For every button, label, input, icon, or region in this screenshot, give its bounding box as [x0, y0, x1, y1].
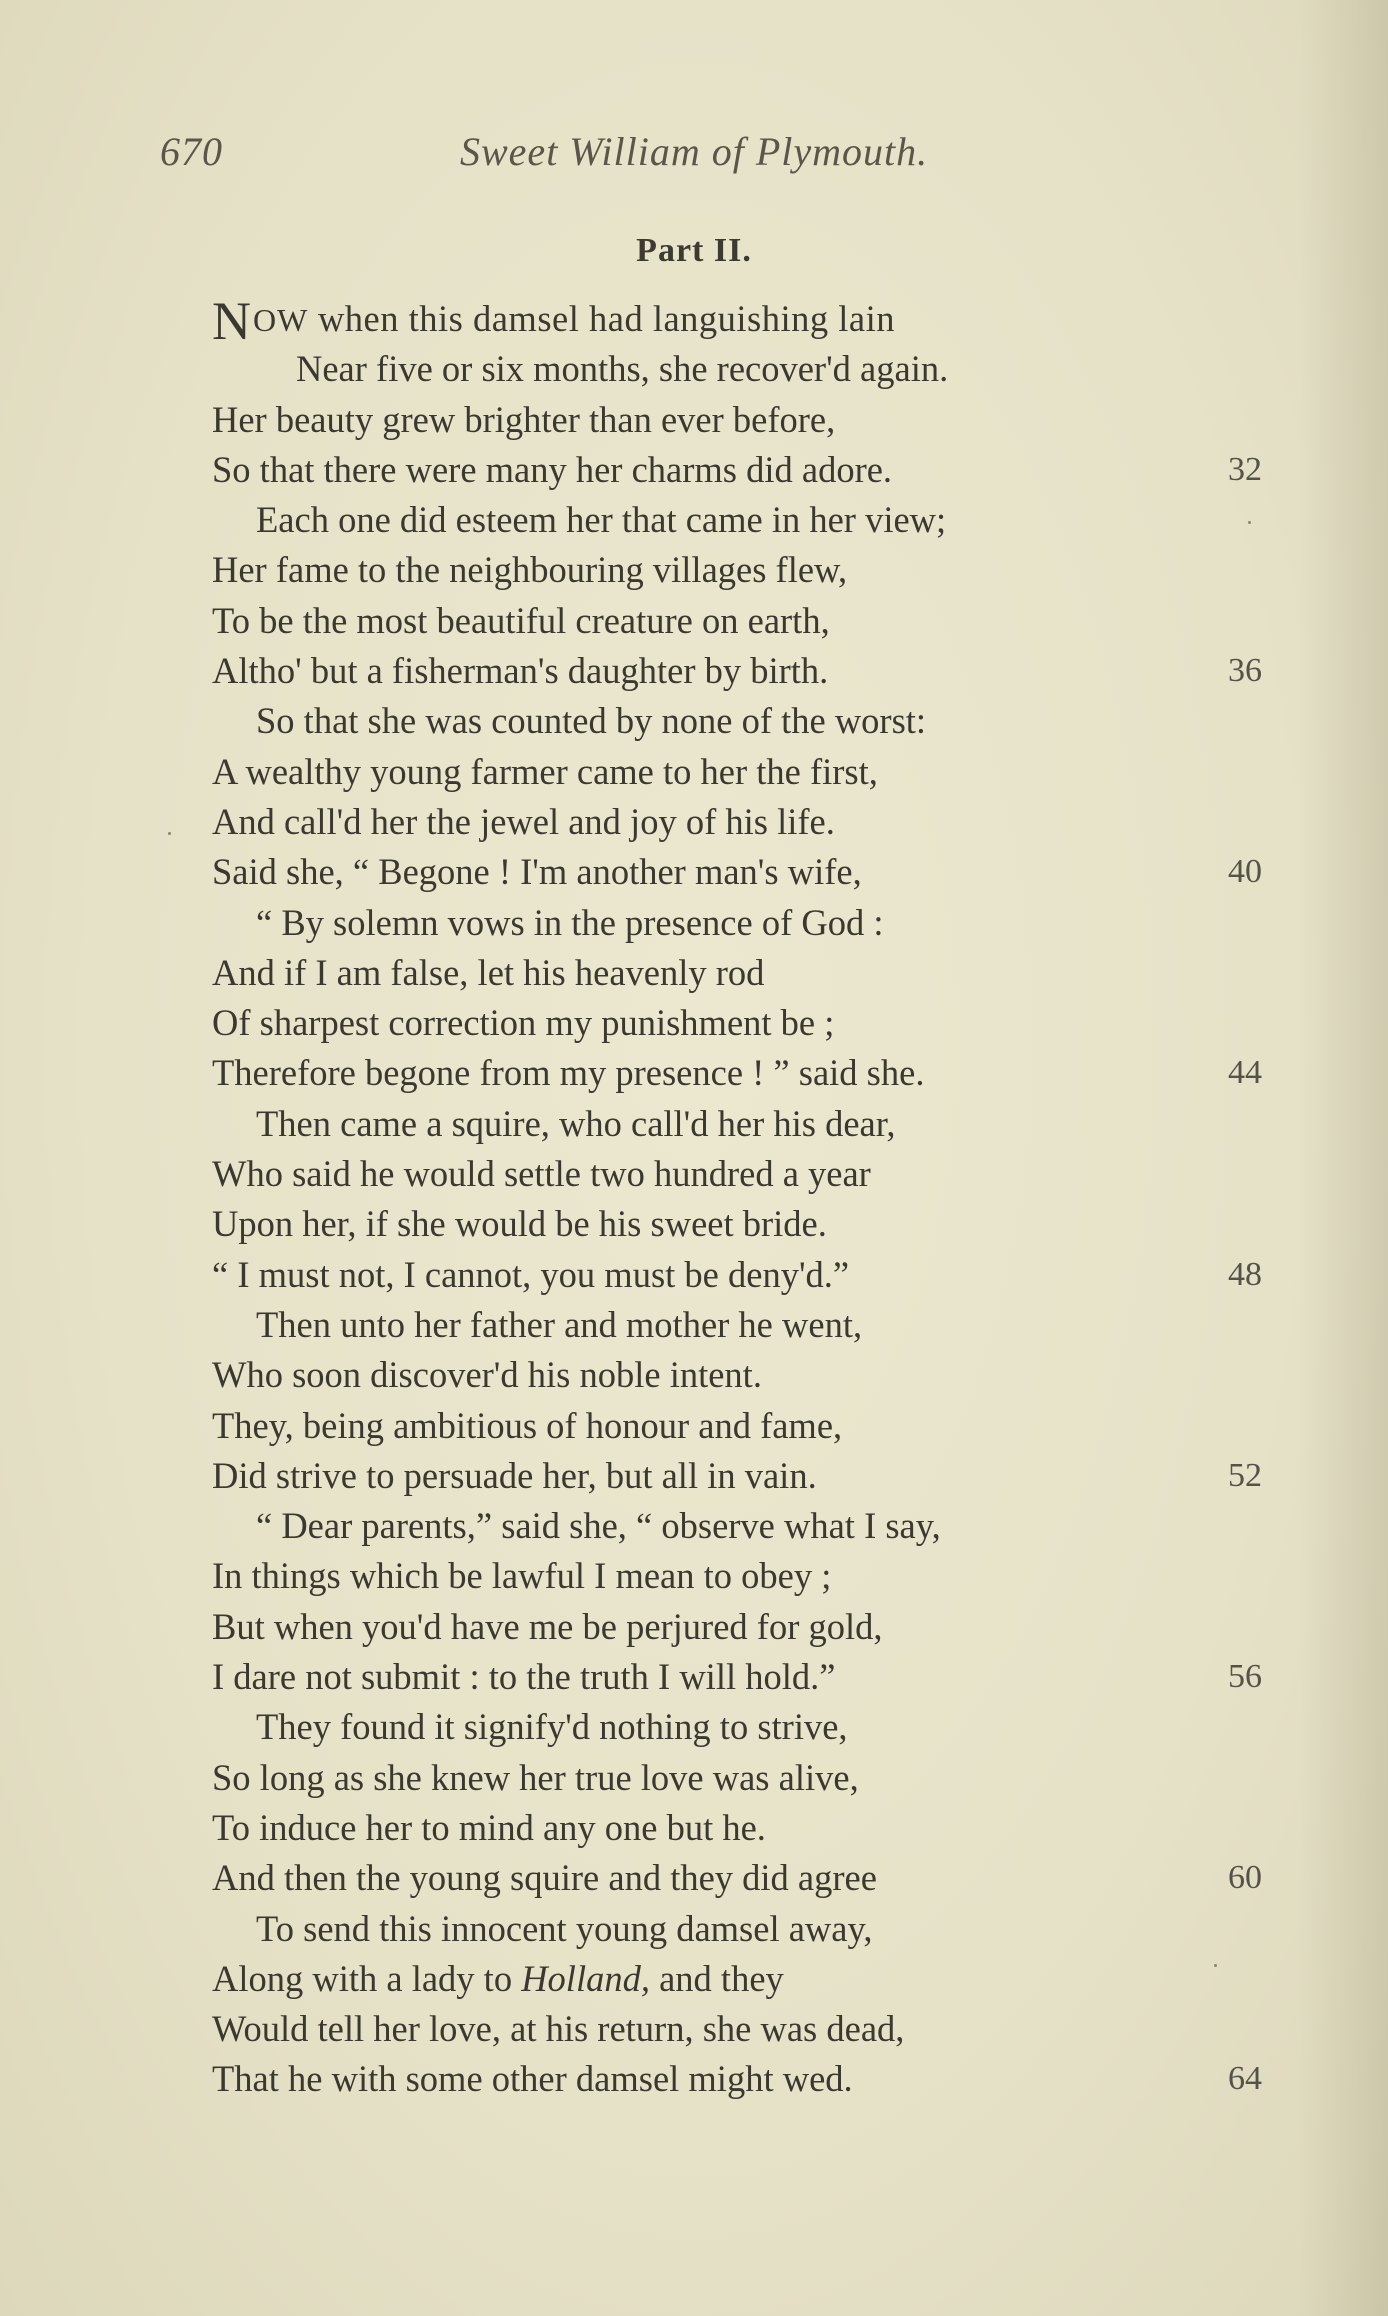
- poem-line: [212, 1451, 1292, 1501]
- line-number: 52: [1228, 1456, 1262, 1494]
- poem-line: [212, 1904, 1292, 1954]
- poem-line: [212, 898, 1292, 948]
- line-number: 40: [1228, 853, 1262, 891]
- poem-line-text: But when you'd have me be perjured for gold,: [212, 1605, 883, 1647]
- poem-line-text: Did strive to persuade her, but all in vain.: [212, 1454, 817, 1496]
- poem-line: [212, 1954, 1292, 2004]
- poem-line-text: Her beauty grew brighter than ever before,: [212, 398, 836, 440]
- poem-line: [212, 395, 1292, 445]
- poem-line-text: Altho' but a fisherman's daughter by birth.: [212, 650, 829, 692]
- poem-line: [212, 1803, 1292, 1853]
- poem-line-text: They, being ambitious of honour and fame,: [212, 1404, 843, 1446]
- poem-line: [212, 291, 1292, 351]
- poem-line-text: So that there were many her charms did adore.: [212, 448, 893, 490]
- line-number: 60: [1228, 1859, 1262, 1897]
- poem-line: [212, 445, 1292, 495]
- paper-speck: [1248, 521, 1251, 524]
- poem-line-text: I dare not submit : to the truth I will hold.”: [212, 1656, 836, 1698]
- poem-line-text: “ Dear parents,” said she, “ observe what I say,: [256, 1505, 941, 1547]
- poem-line: [212, 1350, 1292, 1400]
- poem-line: [212, 847, 1292, 897]
- line-number: 64: [1228, 2060, 1262, 2098]
- line-segment: Along with a lady to: [212, 1957, 522, 1999]
- poem-line-text: “ By solemn vows in the presence of God :: [256, 901, 884, 943]
- poem-line-text: Then came a squire, who call'd her his dear,: [256, 1102, 896, 1144]
- poem-line: [212, 1300, 1292, 1350]
- poem-line: [212, 696, 1292, 746]
- running-head: [160, 128, 1260, 188]
- poem-line-text: Then unto her father and mother he went,: [256, 1303, 863, 1345]
- poem-line-text: [212, 291, 896, 351]
- line-number: 44: [1228, 1054, 1262, 1092]
- poem-line: [212, 948, 1292, 998]
- poem-line: [212, 1099, 1292, 1149]
- poem-line: [212, 344, 1292, 394]
- poem-line: [212, 1149, 1292, 1199]
- place-name: Holland,: [521, 1957, 650, 1999]
- poem-line-text: To be the most beautiful creature on earth,: [212, 599, 830, 641]
- poem-line-text: So that she was counted by none of the worst:: [256, 700, 927, 742]
- poem-line: [212, 747, 1292, 797]
- poem-line-text: To induce her to mind any one but he.: [212, 1806, 766, 1848]
- small-caps-word: OW: [253, 302, 309, 338]
- running-title: Sweet William of Plymouth.: [460, 129, 929, 174]
- poem-line: [212, 2004, 1292, 2054]
- poem-line: [212, 1853, 1292, 1903]
- line-segment: and they: [649, 1957, 784, 1999]
- poem-line: [212, 545, 1292, 595]
- line-number: 56: [1228, 1658, 1262, 1696]
- poem-line-text: And if I am false, let his heavenly rod: [212, 951, 765, 993]
- poem: [212, 291, 1292, 2105]
- poem-line-text: They found it signify'd nothing to strive,: [256, 1706, 848, 1748]
- poem-line-text: “ I must not, I cannot, you must be deny'd.”: [212, 1253, 850, 1295]
- first-line-rest: when this damsel had languishing lain: [308, 298, 896, 339]
- poem-line-text: Of sharpest correction my punishment be ;: [212, 1002, 835, 1044]
- line-number: 32: [1228, 450, 1262, 488]
- paper-speck: [168, 832, 171, 835]
- poem-line: [212, 495, 1292, 545]
- line-number: 48: [1228, 1255, 1262, 1293]
- poem-line-text: And then the young squire and they did agree: [212, 1857, 877, 1899]
- poem-line: [212, 1048, 1292, 1098]
- poem-line: [212, 1401, 1292, 1451]
- poem-line: [212, 998, 1292, 1048]
- poem-line-text: Near five or six months, she recover'd again.: [296, 348, 949, 390]
- poem-line-text: Would tell her love, at his return, she was dead,: [212, 2008, 905, 2050]
- poem-line-text: So long as she knew her true love was alive,: [212, 1756, 859, 1798]
- page-edge-shadow: [1298, 0, 1388, 2316]
- poem-line-text: Upon her, if she would be his sweet bride.: [212, 1203, 827, 1245]
- paper-speck: [1214, 1964, 1217, 1967]
- poem-line: [212, 596, 1292, 646]
- poem-line-text: Each one did esteem her that came in her view;: [256, 499, 947, 541]
- poem-line-text: Said she, “ Begone ! I'm another man's wife,: [212, 851, 862, 893]
- poem-line: [212, 1702, 1292, 1752]
- poem-line-text: To send this innocent young damsel away,: [256, 1907, 873, 1949]
- poem-line-text: Her fame to the neighbouring villages flew,: [212, 549, 848, 591]
- poem-line-text: In things which be lawful I mean to obey ;: [212, 1555, 832, 1597]
- poem-line-text: Who soon discover'd his noble intent.: [212, 1354, 762, 1396]
- line-number: 36: [1228, 652, 1262, 690]
- poem-line: [212, 1501, 1292, 1551]
- poem-line: [212, 1551, 1292, 1601]
- poem-line: [212, 797, 1292, 847]
- poem-line: [212, 1602, 1292, 1652]
- poem-line-text: A wealthy young farmer came to her the first,: [212, 750, 878, 792]
- poem-line-text: That he with some other damsel might wed.: [212, 2058, 853, 2100]
- poem-line: [212, 1652, 1292, 1702]
- poem-line-text: [212, 1954, 784, 2004]
- poem-line: [212, 1753, 1292, 1803]
- drop-cap: N: [212, 291, 251, 351]
- poem-line-text: Therefore begone from my presence ! ” said she.: [212, 1052, 925, 1094]
- poem-line: [212, 1199, 1292, 1249]
- poem-line: [212, 2054, 1292, 2104]
- poem-line-text: And call'd her the jewel and joy of his life.: [212, 800, 835, 842]
- poem-line-text: Who said he would settle two hundred a year: [212, 1153, 871, 1195]
- poem-line: [212, 646, 1292, 696]
- poem-body: [212, 395, 1292, 2105]
- page-number: 670: [160, 129, 223, 174]
- part-heading: Part II.: [636, 232, 752, 269]
- poem-line: [212, 1250, 1292, 1300]
